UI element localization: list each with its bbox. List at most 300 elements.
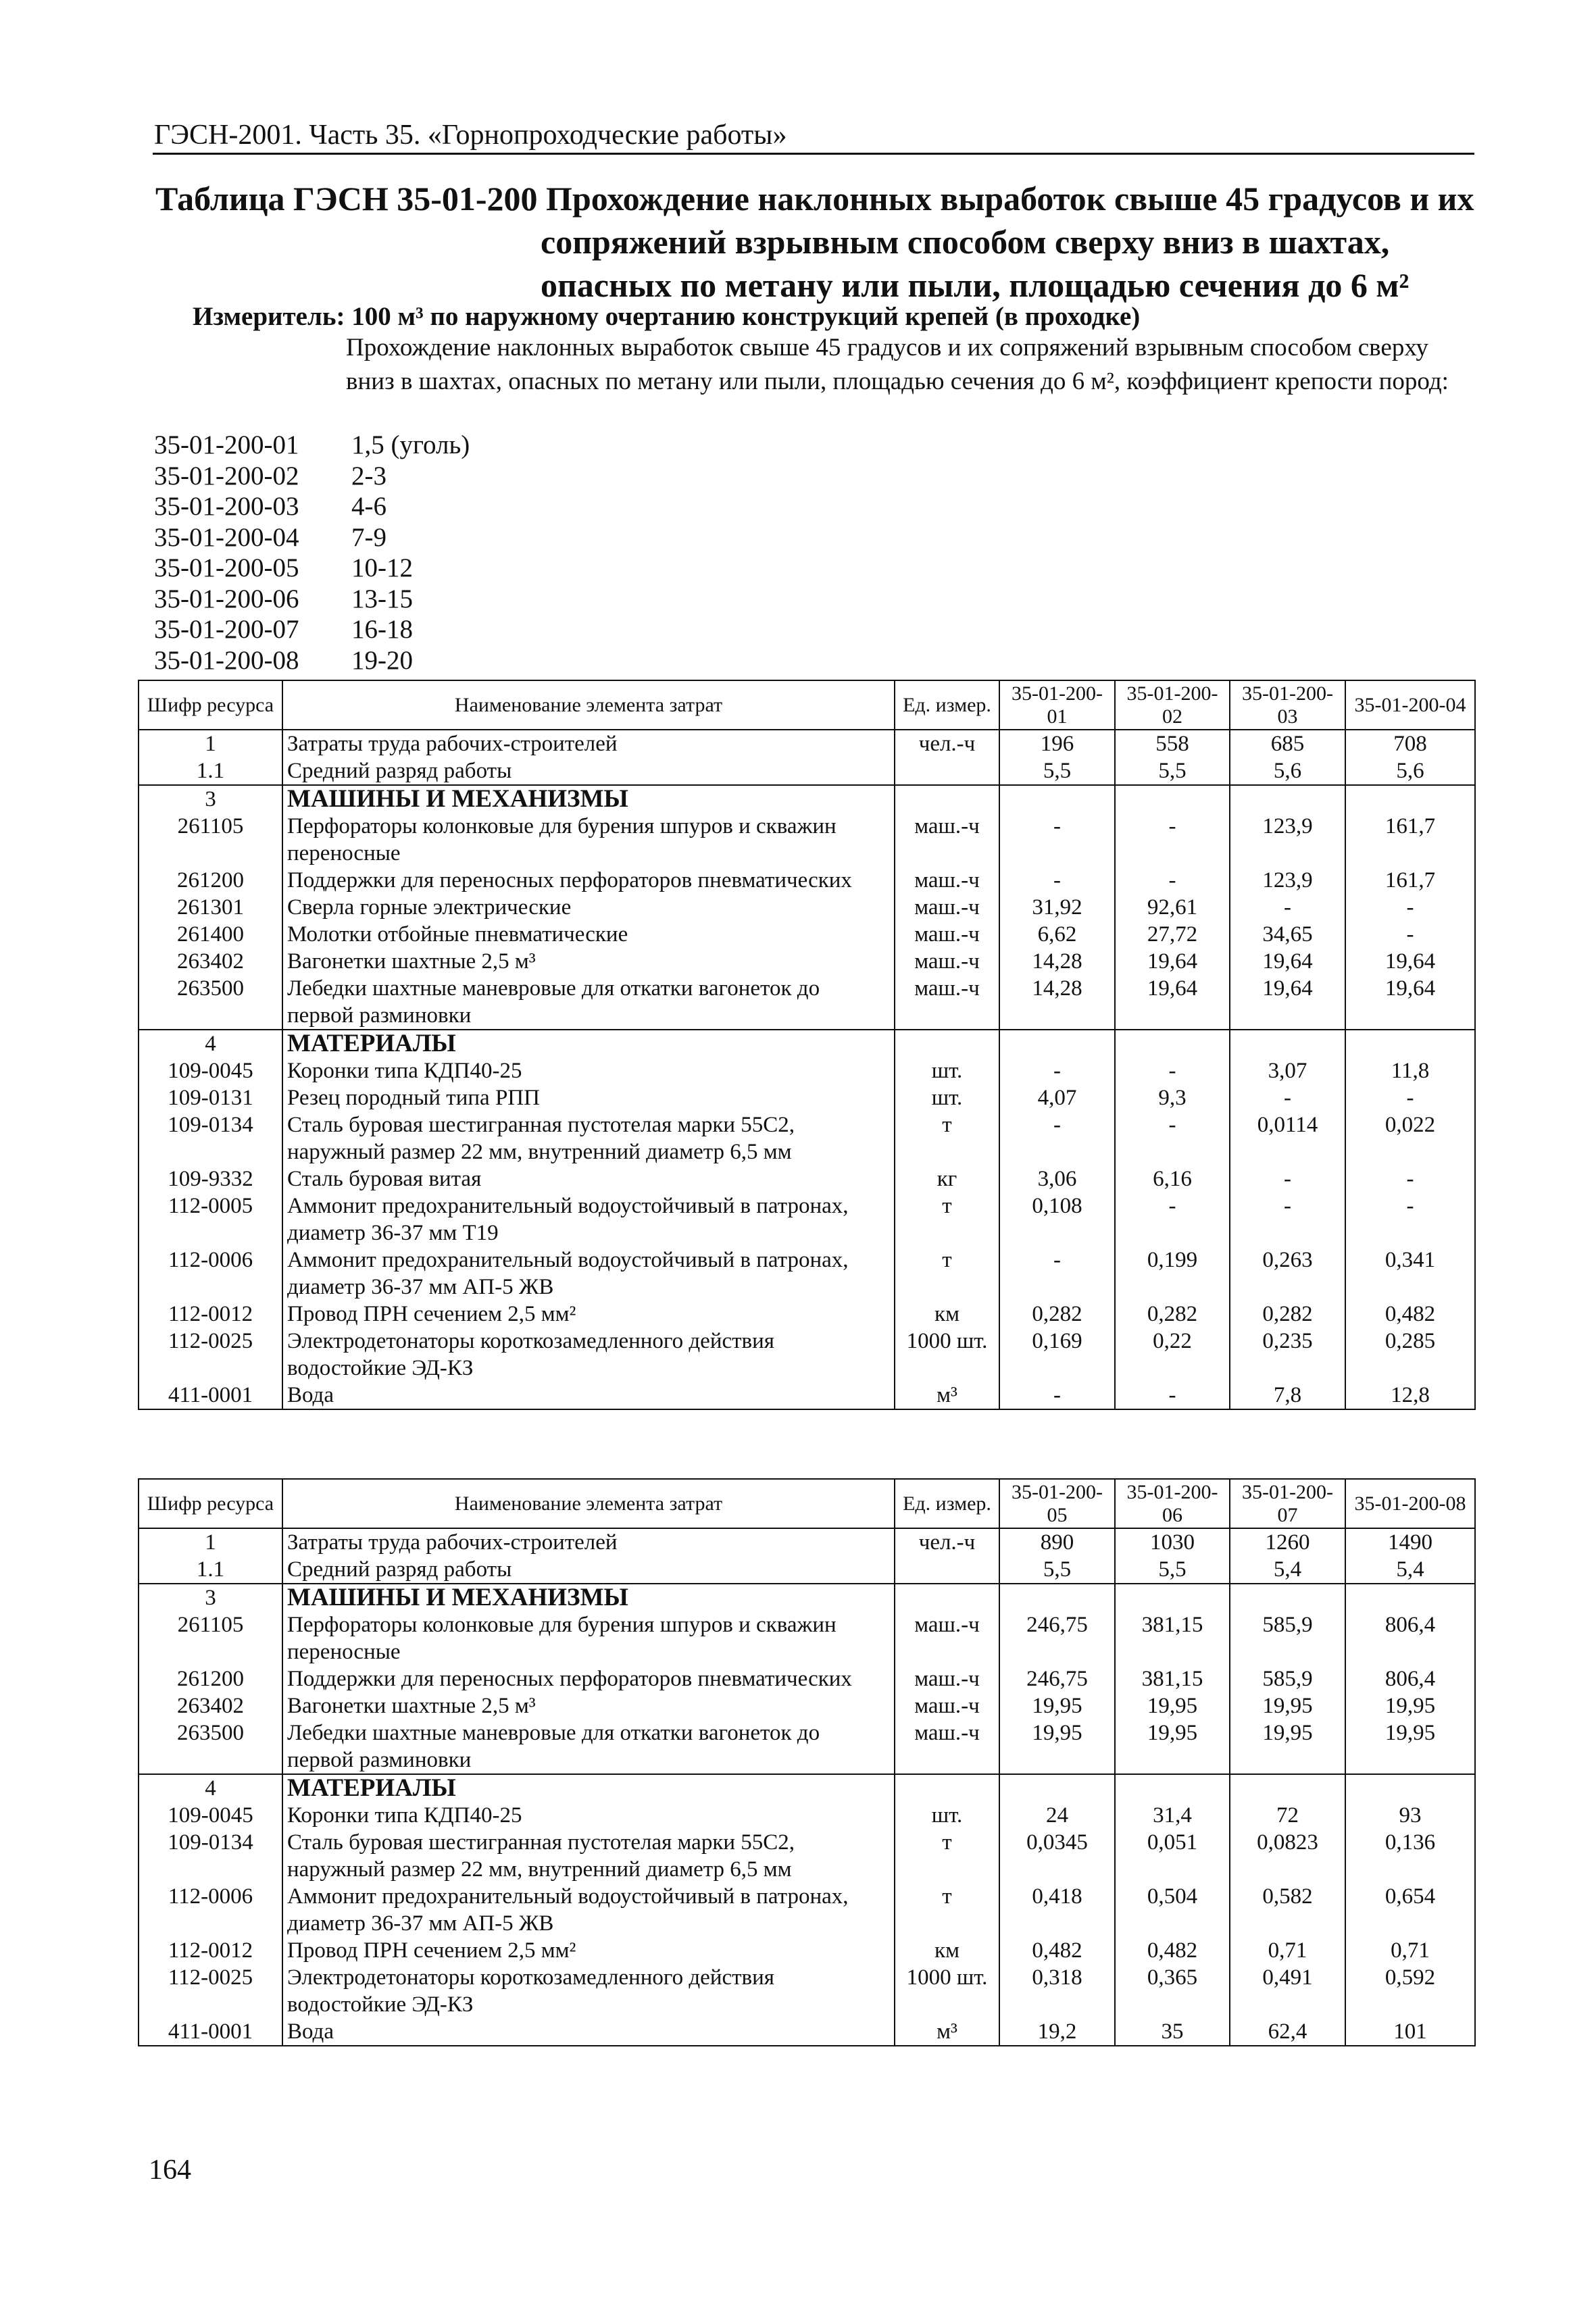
norm-value — [1345, 1774, 1475, 1802]
header-unit: Ед. измер. — [895, 680, 999, 730]
resource-code: 263402 — [139, 1692, 282, 1719]
norm-value — [1115, 1584, 1230, 1611]
unit-of-measure: шт. — [895, 1802, 999, 1829]
norm-value: 0,592 — [1345, 1964, 1475, 2018]
norm-value: 0,504 — [1115, 1883, 1230, 1937]
cost-element-name: Средний разряд работы — [282, 1556, 895, 1584]
resource-code: 112-0006 — [139, 1883, 282, 1937]
norm-value: 3,07 — [1230, 1057, 1345, 1084]
norm-value: 19,64 — [1230, 975, 1345, 1030]
norm-value: 0,285 — [1345, 1328, 1475, 1382]
unit-of-measure: т — [895, 1883, 999, 1937]
table-row — [139, 2018, 1475, 2046]
norm-value: 72 — [1230, 1802, 1345, 1829]
norm-value: - — [1345, 1192, 1475, 1247]
cost-element-name: Вагонетки шахтные 2,5 м³ — [282, 948, 895, 975]
norm-value: 19,95 — [999, 1692, 1115, 1719]
norm-value: 19,64 — [1345, 948, 1475, 975]
page-number: 164 — [149, 2155, 191, 2186]
resource-code: 109-0045 — [139, 1802, 282, 1829]
resource-code: 411-0001 — [139, 2018, 282, 2046]
resource-code: 4 — [139, 1774, 282, 1802]
norm-value: 0,71 — [1230, 1937, 1345, 1964]
cost-element-name: Сталь буровая шестигранная пустотелая марки 55С2, наружный размер 22 мм, внутренний диаметр 6,5 мм — [282, 1111, 895, 1165]
table-row — [139, 1937, 1475, 1964]
cost-element-name: Сверла горные электрические — [282, 894, 895, 921]
hardness-range: 16-18 — [351, 615, 413, 644]
section-title: МАТЕРИАЛЫ — [282, 1030, 895, 1057]
norm-value: 19,64 — [1115, 975, 1230, 1030]
resource-table-2 — [138, 1478, 1476, 2046]
header-norm-code: 35-01-200-06 — [1115, 1479, 1230, 1528]
unit-of-measure: м³ — [895, 2018, 999, 2046]
norm-code-item — [154, 553, 470, 584]
cost-element-name: Провод ПРН сечением 2,5 мм² — [282, 1937, 895, 1964]
header-cost-element: Наименование элемента затрат — [282, 680, 895, 730]
norm-value: 5,4 — [1230, 1556, 1345, 1584]
resource-code: 261105 — [139, 1611, 282, 1665]
norm-value: 7,8 — [1230, 1382, 1345, 1409]
norm-value: 196 — [999, 730, 1115, 757]
norm-value: 0,282 — [999, 1301, 1115, 1328]
table-row — [139, 975, 1475, 1030]
norm-value — [1115, 1774, 1230, 1802]
table-title — [155, 177, 1474, 307]
unit-of-measure: 1000 шт. — [895, 1964, 999, 2018]
norm-value: 9,3 — [1115, 1084, 1230, 1111]
resource-code: 4 — [139, 1030, 282, 1057]
norm-value: 0,263 — [1230, 1247, 1345, 1301]
resource-code: 263500 — [139, 1719, 282, 1774]
norm-value: 14,28 — [999, 975, 1115, 1030]
norm-code-item — [154, 522, 470, 553]
norm-value: - — [1230, 1084, 1345, 1111]
norm-value: 5,6 — [1230, 757, 1345, 785]
norm-value: 890 — [999, 1528, 1115, 1556]
table-row — [139, 730, 1475, 757]
resource-code: 263500 — [139, 975, 282, 1030]
norm-value: 0,482 — [1115, 1937, 1230, 1964]
header-norm-code: 35-01-200-05 — [999, 1479, 1115, 1528]
norm-value: 558 — [1115, 730, 1230, 757]
norm-value: 0,282 — [1115, 1301, 1230, 1328]
norm-value — [1115, 1030, 1230, 1057]
norm-value: 246,75 — [999, 1611, 1115, 1665]
resource-code: 109-9332 — [139, 1165, 282, 1192]
table-row — [139, 1165, 1475, 1192]
table-row — [139, 1802, 1475, 1829]
resource-code: 263402 — [139, 948, 282, 975]
norm-value: 19,2 — [999, 2018, 1115, 2046]
unit-of-measure: 1000 шт. — [895, 1328, 999, 1382]
table-row — [139, 1382, 1475, 1409]
unit-of-measure — [895, 1030, 999, 1057]
cost-element-name: Вода — [282, 1382, 895, 1409]
resource-code: 1 — [139, 1528, 282, 1556]
norm-value: 161,7 — [1345, 813, 1475, 867]
norm-code-item — [154, 461, 470, 492]
unit-of-measure: маш.-ч — [895, 813, 999, 867]
norm-code-item — [154, 491, 470, 522]
norm-value: 0,654 — [1345, 1883, 1475, 1937]
norm-value: 0,169 — [999, 1328, 1115, 1382]
norm-value: 0,482 — [999, 1937, 1115, 1964]
norm-value: - — [1230, 1165, 1345, 1192]
cost-element-name: Перфораторы колонковые для бурения шпуров и скважин переносные — [282, 813, 895, 867]
table-row — [139, 1301, 1475, 1328]
norm-value: 4,07 — [999, 1084, 1115, 1111]
cost-element-name: Аммонит предохранительный водоустойчивый в патронах, диаметр 36-37 мм АП-5 ЖВ — [282, 1883, 895, 1937]
cost-element-name: Аммонит предохранительный водоустойчивый в патронах, диаметр 36-37 мм АП-5 ЖВ — [282, 1247, 895, 1301]
resource-code: 1.1 — [139, 757, 282, 785]
header-norm-code: 35-01-200-01 — [999, 680, 1115, 730]
norm-value: 19,64 — [1115, 948, 1230, 975]
norm-value — [1230, 1774, 1345, 1802]
norm-code: 35-01-200-08 — [154, 645, 299, 675]
norm-value: 585,9 — [1230, 1665, 1345, 1692]
resource-code: 261200 — [139, 867, 282, 894]
norm-code-list — [154, 430, 470, 676]
table-row — [139, 867, 1475, 894]
table-row — [139, 1528, 1475, 1556]
cost-element-name: Вагонетки шахтные 2,5 м³ — [282, 1692, 895, 1719]
norm-value: 381,15 — [1115, 1665, 1230, 1692]
header-divider — [153, 153, 1474, 155]
norm-value: 19,95 — [999, 1719, 1115, 1774]
table-row — [139, 1084, 1475, 1111]
resource-code: 109-0134 — [139, 1111, 282, 1165]
norm-value: 34,65 — [1230, 921, 1345, 948]
norm-value: 19,95 — [1345, 1719, 1475, 1774]
unit-of-measure: маш.-ч — [895, 921, 999, 948]
norm-value: 1030 — [1115, 1528, 1230, 1556]
norm-value: 0,71 — [1345, 1937, 1475, 1964]
norm-value: 0,051 — [1115, 1829, 1230, 1883]
norm-value: 0,582 — [1230, 1883, 1345, 1937]
unit-of-measure: км — [895, 1937, 999, 1964]
resource-code: 261200 — [139, 1665, 282, 1692]
norm-value: 685 — [1230, 730, 1345, 757]
norm-value: 0,199 — [1115, 1247, 1230, 1301]
table-row — [139, 1556, 1475, 1584]
table-row — [139, 1611, 1475, 1665]
resource-code: 112-0012 — [139, 1301, 282, 1328]
norm-value — [1230, 1584, 1345, 1611]
table-row — [139, 1964, 1475, 2018]
norm-value: 6,16 — [1115, 1165, 1230, 1192]
header-cost-element: Наименование элемента затрат — [282, 1479, 895, 1528]
norm-value: 5,5 — [999, 1556, 1115, 1584]
norm-value: - — [1115, 1111, 1230, 1165]
norm-value — [1230, 1030, 1345, 1057]
unit-of-measure: т — [895, 1192, 999, 1247]
unit-of-measure — [895, 1774, 999, 1802]
norm-code-item — [154, 584, 470, 615]
cost-element-name: Затраты труда рабочих-строителей — [282, 730, 895, 757]
cost-element-name: Коронки типа КДП40-25 — [282, 1802, 895, 1829]
cost-element-name: Коронки типа КДП40-25 — [282, 1057, 895, 1084]
table-row — [139, 1247, 1475, 1301]
norm-value: - — [999, 867, 1115, 894]
norm-value: 0,482 — [1345, 1301, 1475, 1328]
table-row — [139, 1829, 1475, 1883]
norm-value: 0,0345 — [999, 1829, 1115, 1883]
norm-value: 5,4 — [1345, 1556, 1475, 1584]
work-description: Прохождение наклонных выработок свыше 45 градусов и их сопряжений взрывным способом сверху вниз в шахтах, опасных по метану или пыли, площадью сечения до 6 м², коэффициент крепости пород: — [346, 334, 1449, 395]
norm-value: 24 — [999, 1802, 1115, 1829]
norm-value: 3,06 — [999, 1165, 1115, 1192]
norm-value: 62,4 — [1230, 2018, 1345, 2046]
cost-element-name: Сталь буровая витая — [282, 1165, 895, 1192]
resource-code: 112-0006 — [139, 1247, 282, 1301]
hardness-range: 7-9 — [351, 522, 386, 552]
cost-element-name: Электродетонаторы короткозамедленного действия водостойкие ЭД-КЗ — [282, 1964, 895, 2018]
norm-value: 19,95 — [1345, 1692, 1475, 1719]
norm-value: 19,95 — [1115, 1719, 1230, 1774]
unit-of-measure: маш.-ч — [895, 1692, 999, 1719]
norm-value: - — [1115, 1057, 1230, 1084]
norm-value: 246,75 — [999, 1665, 1115, 1692]
table-row — [139, 1584, 1475, 1611]
resource-code: 112-0025 — [139, 1328, 282, 1382]
resource-table-1 — [138, 680, 1476, 1410]
table-row — [139, 948, 1475, 975]
title-line-2: сопряжений взрывным способом сверху вниз в шахтах, — [541, 223, 1390, 261]
unit-of-measure — [895, 1584, 999, 1611]
norm-value: 0,318 — [999, 1964, 1115, 2018]
norm-value: 12,8 — [1345, 1382, 1475, 1409]
norm-value — [1345, 1030, 1475, 1057]
norm-code-item — [154, 645, 470, 676]
norm-value: 5,5 — [1115, 1556, 1230, 1584]
table-row — [139, 1692, 1475, 1719]
norm-value: - — [1115, 1192, 1230, 1247]
norm-value: 0,491 — [1230, 1964, 1345, 2018]
measurer-label: Измеритель: — [193, 302, 345, 331]
norm-value: 806,4 — [1345, 1611, 1475, 1665]
header-norm-code: 35-01-200-08 — [1345, 1479, 1475, 1528]
norm-value: - — [999, 1382, 1115, 1409]
unit-of-measure: маш.-ч — [895, 948, 999, 975]
norm-value: - — [1115, 813, 1230, 867]
norm-value: - — [1230, 1192, 1345, 1247]
norm-code: 35-01-200-04 — [154, 522, 299, 552]
cost-element-name: Поддержки для переносных перфораторов пневматических — [282, 1665, 895, 1692]
norm-value: 19,95 — [1115, 1692, 1230, 1719]
norm-value: - — [1345, 1165, 1475, 1192]
norm-code: 35-01-200-06 — [154, 584, 299, 613]
unit-of-measure: маш.-ч — [895, 1611, 999, 1665]
header-norm-code: 35-01-200-02 — [1115, 680, 1230, 730]
norm-value: 11,8 — [1345, 1057, 1475, 1084]
norm-value: 6,62 — [999, 921, 1115, 948]
norm-value — [1115, 785, 1230, 813]
section-title: МАШИНЫ И МЕХАНИЗМЫ — [282, 785, 895, 813]
cost-element-name: Затраты труда рабочих-строителей — [282, 1528, 895, 1556]
hardness-range: 19-20 — [351, 645, 413, 675]
norm-value: 27,72 — [1115, 921, 1230, 948]
cost-element-name: Аммонит предохранительный водоустойчивый в патронах, диаметр 36-37 мм Т19 — [282, 1192, 895, 1247]
norm-value: 19,95 — [1230, 1692, 1345, 1719]
norm-code: 35-01-200-05 — [154, 553, 299, 582]
header-norm-code: 35-01-200-04 — [1345, 680, 1475, 730]
norm-value: 93 — [1345, 1802, 1475, 1829]
resource-code: 112-0012 — [139, 1937, 282, 1964]
section-title: МАТЕРИАЛЫ — [282, 1774, 895, 1802]
header-norm-code: 35-01-200-03 — [1230, 680, 1345, 730]
table-row — [139, 757, 1475, 785]
cost-element-name: Провод ПРН сечением 2,5 мм² — [282, 1301, 895, 1328]
resource-code: 112-0005 — [139, 1192, 282, 1247]
norm-value — [999, 785, 1115, 813]
norm-value: 5,5 — [999, 757, 1115, 785]
resource-code: 261301 — [139, 894, 282, 921]
norm-value: - — [999, 1057, 1115, 1084]
table-row — [139, 1328, 1475, 1382]
norm-value: 123,9 — [1230, 867, 1345, 894]
norm-value: 5,6 — [1345, 757, 1475, 785]
measurer-text: 100 м³ по наружному очертанию конструкций крепей (в проходке) — [351, 302, 1141, 331]
section-title: МАШИНЫ И МЕХАНИЗМЫ — [282, 1584, 895, 1611]
norm-value: - — [1345, 894, 1475, 921]
header-unit: Ед. измер. — [895, 1479, 999, 1528]
norm-value: 0,022 — [1345, 1111, 1475, 1165]
unit-of-measure: шт. — [895, 1057, 999, 1084]
header-resource-code: Шифр ресурса — [139, 680, 282, 730]
norm-code: 35-01-200-03 — [154, 492, 299, 521]
table-row — [139, 785, 1475, 813]
unit-of-measure: м³ — [895, 1382, 999, 1409]
cost-element-name: Электродетонаторы короткозамедленного действия водостойкие ЭД-КЗ — [282, 1328, 895, 1382]
table-row — [139, 894, 1475, 921]
norm-value: 123,9 — [1230, 813, 1345, 867]
norm-code-item — [154, 430, 470, 461]
cost-element-name: Резец породный типа РПП — [282, 1084, 895, 1111]
norm-value: 0,108 — [999, 1192, 1115, 1247]
norm-value: 161,7 — [1345, 867, 1475, 894]
norm-value: 0,22 — [1115, 1328, 1230, 1382]
table-row — [139, 1719, 1475, 1774]
table-row — [139, 1057, 1475, 1084]
unit-of-measure: шт. — [895, 1084, 999, 1111]
unit-of-measure: маш.-ч — [895, 1665, 999, 1692]
resource-code: 261105 — [139, 813, 282, 867]
resource-code: 1 — [139, 730, 282, 757]
norm-value: - — [1115, 867, 1230, 894]
norm-value: 31,4 — [1115, 1802, 1230, 1829]
norm-value — [999, 1030, 1115, 1057]
unit-of-measure: кг — [895, 1165, 999, 1192]
norm-value: 1490 — [1345, 1528, 1475, 1556]
table-row — [139, 813, 1475, 867]
norm-value — [999, 1774, 1115, 1802]
unit-of-measure: т — [895, 1111, 999, 1165]
table-row — [139, 1030, 1475, 1057]
unit-of-measure — [895, 757, 999, 785]
resource-code: 411-0001 — [139, 1382, 282, 1409]
norm-value: 585,9 — [1230, 1611, 1345, 1665]
norm-value: 19,95 — [1230, 1719, 1345, 1774]
title-line-1: Таблица ГЭСН 35-01-200 Прохождение наклонных выработок свыше 45 градусов и их — [155, 180, 1474, 218]
unit-of-measure: маш.-ч — [895, 975, 999, 1030]
cost-element-name: Поддержки для переносных перфораторов пневматических — [282, 867, 895, 894]
norm-value: - — [1115, 1382, 1230, 1409]
norm-value: - — [999, 1247, 1115, 1301]
norm-value: 381,15 — [1115, 1611, 1230, 1665]
hardness-range: 2-3 — [351, 461, 386, 491]
hardness-range: 10-12 — [351, 553, 413, 582]
unit-of-measure: чел.-ч — [895, 730, 999, 757]
norm-code-item — [154, 614, 470, 645]
norm-value: 0,0823 — [1230, 1829, 1345, 1883]
unit-of-measure: маш.-ч — [895, 894, 999, 921]
unit-of-measure: маш.-ч — [895, 867, 999, 894]
norm-value: - — [1230, 894, 1345, 921]
norm-value: 14,28 — [999, 948, 1115, 975]
hardness-range: 4-6 — [351, 492, 386, 521]
measurer — [193, 301, 1140, 332]
norm-value: 19,64 — [1345, 975, 1475, 1030]
norm-value: 92,61 — [1115, 894, 1230, 921]
norm-value: 31,92 — [999, 894, 1115, 921]
cost-element-name: Средний разряд работы — [282, 757, 895, 785]
norm-value: 0,0114 — [1230, 1111, 1345, 1165]
unit-of-measure — [895, 785, 999, 813]
table-row — [139, 1665, 1475, 1692]
table-row — [139, 1774, 1475, 1802]
norm-value — [1345, 785, 1475, 813]
page-header: ГЭСН-2001. Часть 35. «Горнопроходческие работы» — [154, 120, 787, 151]
resource-code: 3 — [139, 1584, 282, 1611]
norm-value: 0,136 — [1345, 1829, 1475, 1883]
table-row — [139, 1111, 1475, 1165]
norm-value: 101 — [1345, 2018, 1475, 2046]
unit-of-measure: т — [895, 1247, 999, 1301]
norm-value — [999, 1584, 1115, 1611]
table-row — [139, 921, 1475, 948]
norm-value: 19,64 — [1230, 948, 1345, 975]
norm-value: 708 — [1345, 730, 1475, 757]
resource-code: 109-0131 — [139, 1084, 282, 1111]
norm-value: - — [999, 1111, 1115, 1165]
unit-of-measure: т — [895, 1829, 999, 1883]
cost-element-name: Перфораторы колонковые для бурения шпуров и скважин переносные — [282, 1611, 895, 1665]
norm-value: 0,418 — [999, 1883, 1115, 1937]
cost-element-name: Молотки отбойные пневматические — [282, 921, 895, 948]
resource-code: 109-0045 — [139, 1057, 282, 1084]
cost-element-name: Лебедки шахтные маневровые для откатки вагонеток до первой разминовки — [282, 1719, 895, 1774]
norm-value: 35 — [1115, 2018, 1230, 2046]
table-row — [139, 1192, 1475, 1247]
unit-of-measure: маш.-ч — [895, 1719, 999, 1774]
title-line-3: опасных по метану или пыли, площадью сечения до 6 м² — [541, 266, 1410, 304]
header-resource-code: Шифр ресурса — [139, 1479, 282, 1528]
resource-code: 261400 — [139, 921, 282, 948]
resource-code: 3 — [139, 785, 282, 813]
resource-code: 109-0134 — [139, 1829, 282, 1883]
norm-value: - — [1345, 921, 1475, 948]
norm-code: 35-01-200-07 — [154, 615, 299, 644]
norm-value: 806,4 — [1345, 1665, 1475, 1692]
cost-element-name: Лебедки шахтные маневровые для откатки вагонеток до первой разминовки — [282, 975, 895, 1030]
hardness-range: 13-15 — [351, 584, 413, 613]
norm-value: 0,341 — [1345, 1247, 1475, 1301]
cost-element-name: Сталь буровая шестигранная пустотелая марки 55С2, наружный размер 22 мм, внутренний диаметр 6,5 мм — [282, 1829, 895, 1883]
resource-code: 1.1 — [139, 1556, 282, 1584]
norm-value: 1260 — [1230, 1528, 1345, 1556]
norm-value: - — [1345, 1084, 1475, 1111]
norm-value: 0,282 — [1230, 1301, 1345, 1328]
